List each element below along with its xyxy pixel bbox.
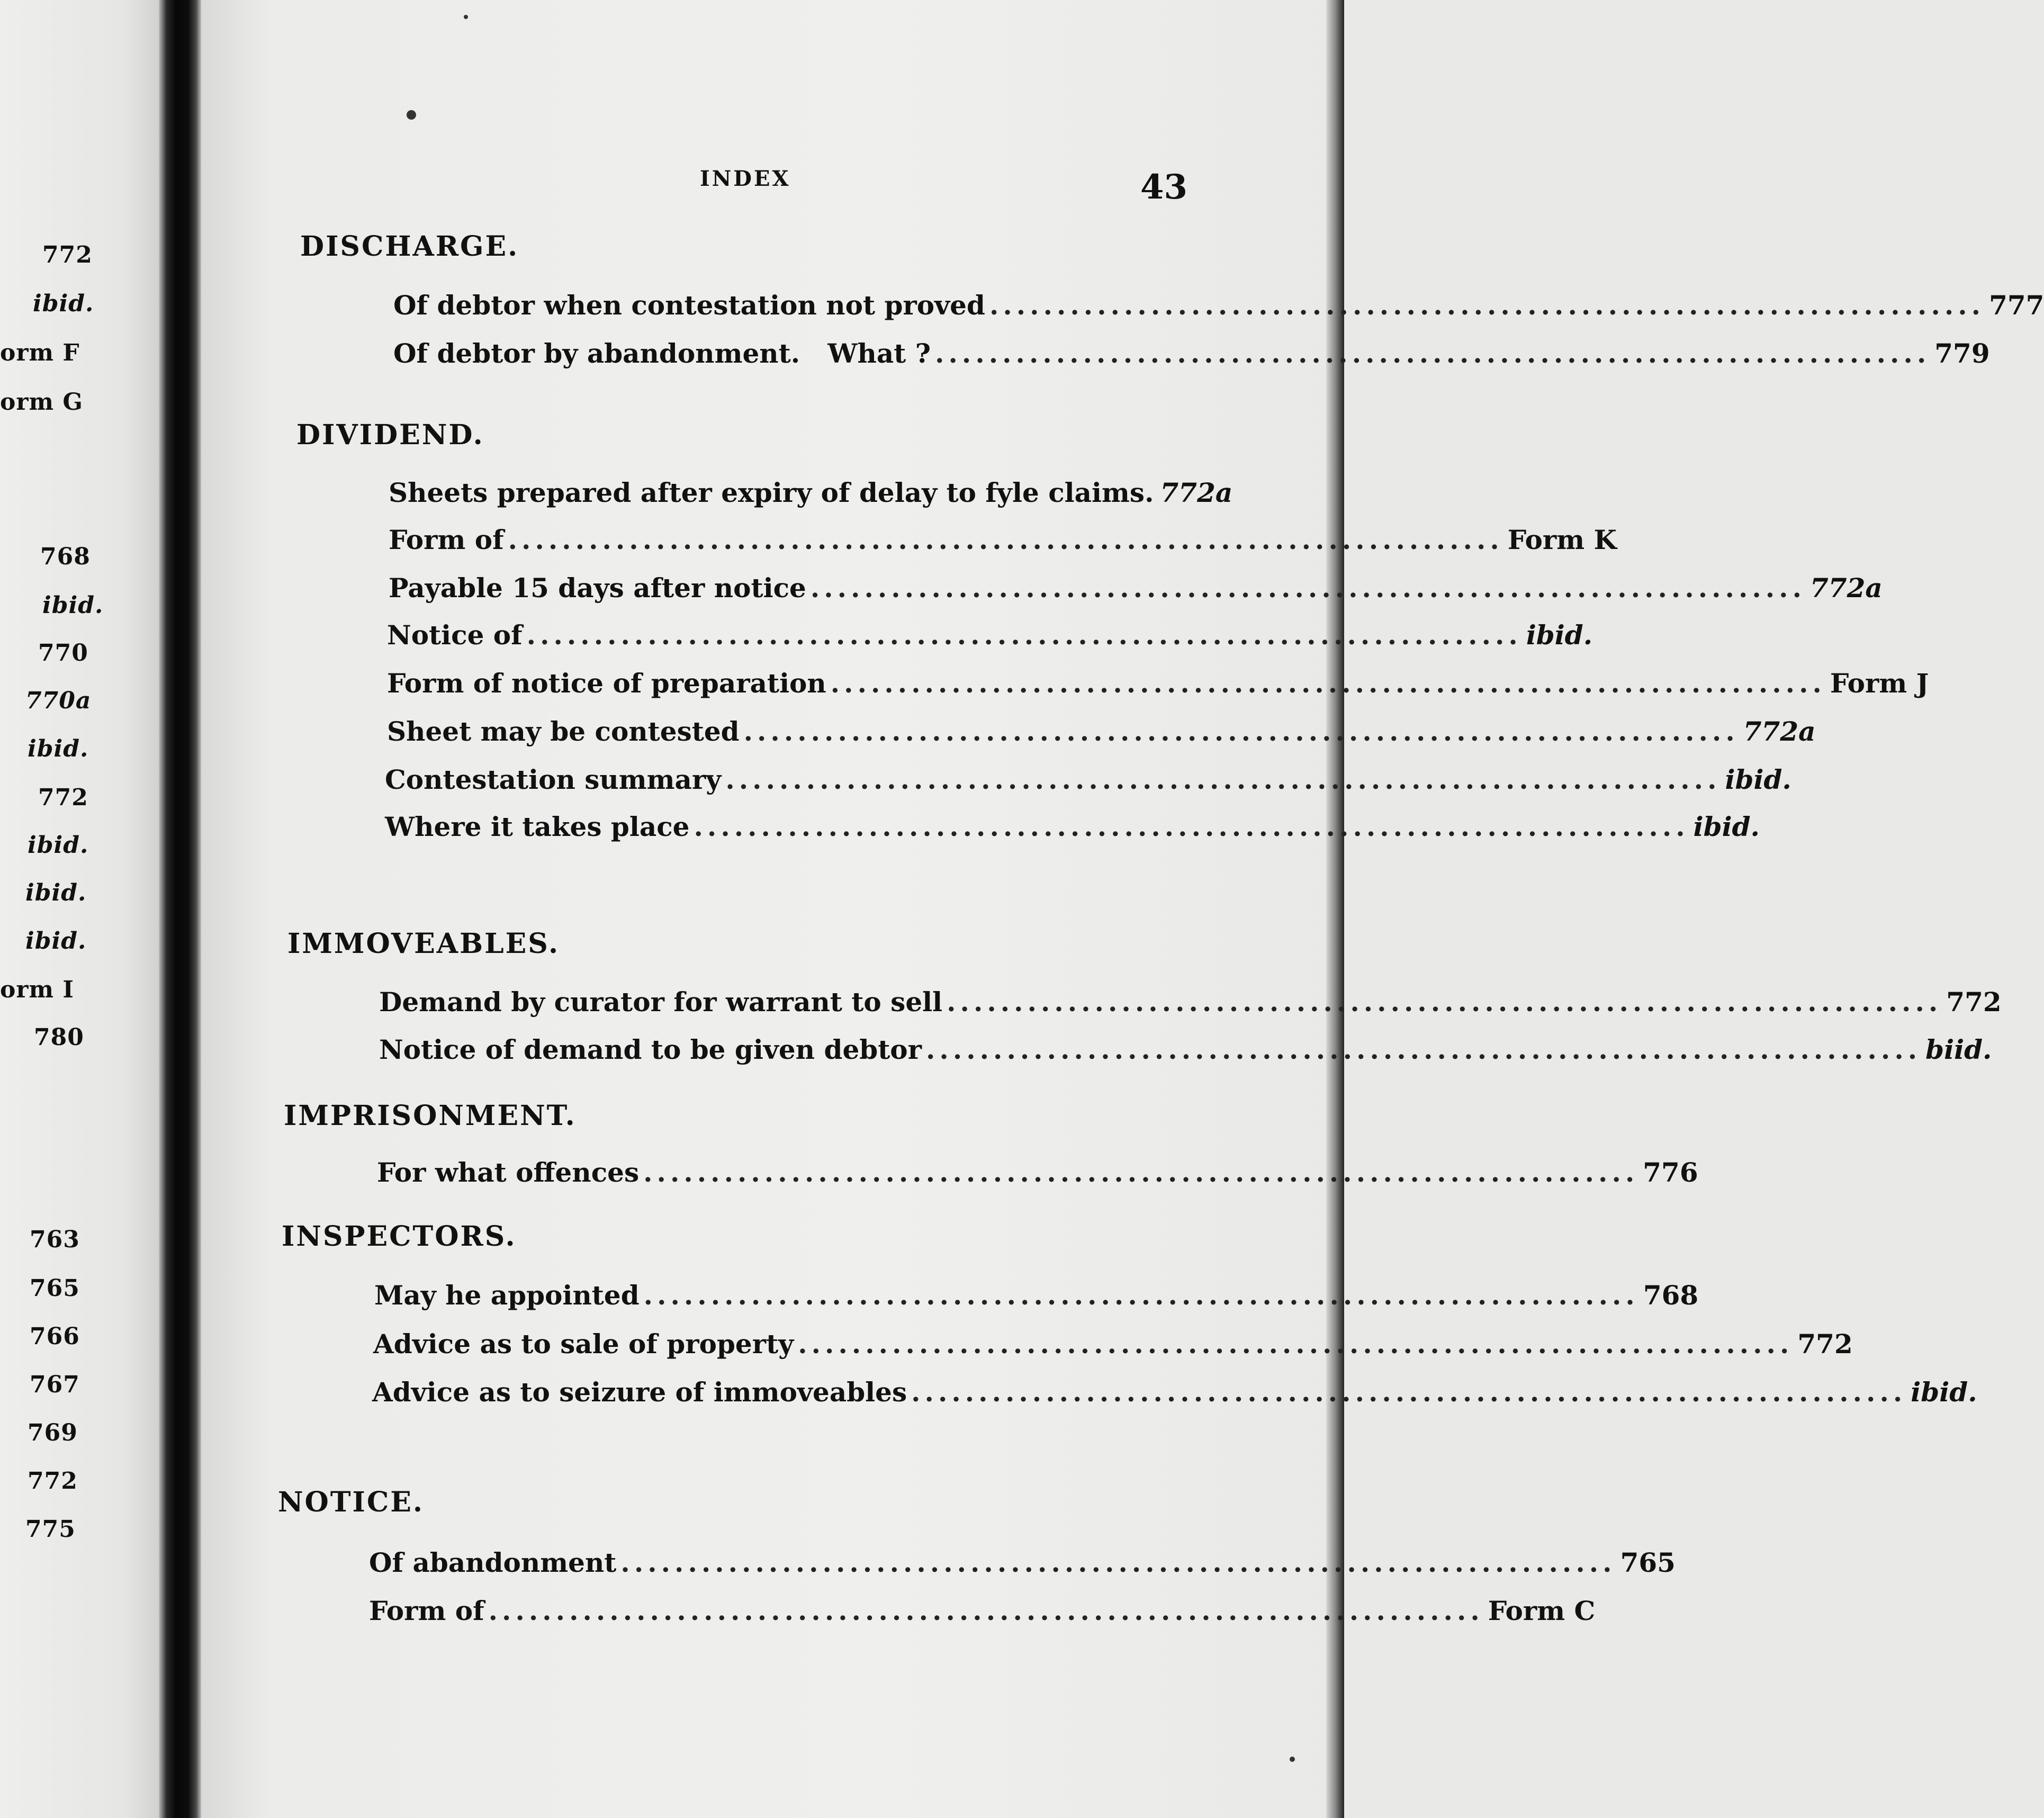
entry-ref: ibid.: [1911, 1376, 1977, 1408]
entry-ref: 779: [1934, 338, 1990, 369]
previous-page-fragment: 768: [40, 543, 91, 570]
section-heading: DIVIDEND.: [296, 419, 484, 451]
entry-ref: 765: [1620, 1547, 1676, 1578]
entry-label: Contestation summary: [385, 764, 722, 795]
leader-dots: ..........................................................................: [508, 524, 1503, 555]
entry-ref: ibid.: [1526, 619, 1593, 651]
leader-dots: ..........................................................................: [830, 668, 1826, 699]
entry-label: Form of: [389, 524, 504, 555]
previous-page-fragment: 765: [30, 1275, 80, 1302]
entry-ref: 772a: [1809, 572, 1883, 604]
entry-label: Of debtor when contestation not proved: [393, 290, 985, 321]
previous-page-fragment: ibid.: [28, 832, 89, 859]
entry-label: For what offences: [377, 1157, 640, 1188]
previous-page-fragment: ibid.: [28, 735, 89, 762]
previous-page-fragment: 775: [25, 1516, 76, 1543]
entry-ref: 768: [1643, 1280, 1699, 1311]
previous-page-fragment: 767: [30, 1371, 80, 1398]
leader-dots: ..........................................................................: [694, 811, 1689, 842]
entry-ref: 772: [1946, 986, 2002, 1018]
previous-page-fragment: orm I: [0, 976, 74, 1003]
leader-dots: ..........................................................................: [810, 572, 1806, 604]
section-heading: DISCHARGE.: [300, 230, 519, 263]
index-entry: [389, 477, 1233, 508]
previous-page-fragment: 763: [30, 1226, 80, 1253]
leader-dots: ..........................................................................: [743, 716, 1739, 747]
entry-label: Demand by curator for warrant to sell: [379, 986, 943, 1018]
entry-ref: 772a: [1743, 716, 1816, 747]
entry-label: Advice as to seizure of immoveables: [372, 1376, 907, 1408]
entry-ref: 776: [1643, 1157, 1698, 1188]
entry-label: Advice as to sale of property: [373, 1328, 794, 1360]
entry-label: Of debtor by abandonment. What ?: [393, 338, 931, 369]
previous-page-edge: [0, 0, 164, 1818]
leader-dots: ..........................................................................: [989, 290, 1985, 321]
entry-label: Notice of demand to be given debtor: [379, 1034, 922, 1065]
previous-page-fragment: 772: [42, 241, 93, 268]
section-heading: IMPRISONMENT.: [284, 1100, 577, 1132]
index-entry: [372, 1376, 1977, 1408]
index-entry: [379, 1034, 1992, 1065]
leader-dots: ..........................................................................: [935, 338, 1931, 369]
index-entry: [377, 1157, 1698, 1188]
entry-ref: 772: [1797, 1328, 1853, 1360]
leader-dots: ..........................................................................: [488, 1595, 1484, 1626]
page-number: 43: [1140, 167, 1188, 207]
previous-page-fragment: 780: [34, 1024, 84, 1051]
previous-page-fragment: 769: [28, 1419, 78, 1446]
previous-page-fragment: 766: [30, 1323, 80, 1350]
entry-ref: biid.: [1925, 1034, 1992, 1065]
entry-label: Form of: [369, 1595, 484, 1626]
section-heading: INSPECTORS.: [282, 1220, 517, 1253]
section-heading: IMMOVEABLES.: [287, 928, 560, 960]
index-entry: [387, 668, 1929, 699]
index-entry: [379, 986, 2002, 1018]
entry-label: Sheet may be contested: [387, 716, 740, 747]
entry-label: Form of notice of preparation: [387, 668, 826, 699]
previous-page-fragment: orm F: [0, 339, 80, 366]
previous-page-fragment: 770a: [25, 687, 92, 714]
index-entry: [369, 1595, 1596, 1626]
index-entry: [387, 619, 1593, 651]
index-entry: [387, 716, 1816, 747]
entry-label: Payable 15 days after notice: [389, 572, 806, 604]
index-entry: [389, 524, 1617, 555]
index-entry: [393, 338, 1990, 369]
section-heading: NOTICE.: [278, 1486, 424, 1518]
scan-speck: [1290, 1757, 1295, 1762]
entry-label: Sheets prepared after expiry of delay to fyle claims.: [389, 477, 1154, 508]
entry-ref: Form J: [1830, 668, 1929, 699]
previous-page-fragment: 772: [28, 1468, 78, 1495]
entry-ref: 772a: [1160, 477, 1233, 508]
previous-page-fragment: ibid.: [33, 290, 94, 317]
entry-ref: ibid.: [1725, 764, 1791, 795]
previous-page-fragment: orm G: [0, 389, 83, 416]
book-gutter: [159, 0, 201, 1818]
index-page: [201, 0, 1344, 1818]
index-entry: [374, 1280, 1699, 1311]
entry-ref: 777: [1989, 290, 2044, 321]
entry-ref: Form K: [1507, 524, 1617, 555]
leader-dots: ..........................................................................: [798, 1328, 1794, 1360]
leader-dots: ..........................................................................: [526, 619, 1522, 651]
previous-page-fragment: 772: [38, 784, 88, 811]
index-entry: [385, 764, 1791, 795]
previous-page-fragment: ibid.: [25, 928, 87, 955]
page-right-edge: [1326, 0, 1344, 1818]
leader-dots: ..........................................................................: [947, 986, 1942, 1018]
leader-dots: ..........................................................................: [620, 1547, 1616, 1578]
scan-speck: [464, 15, 468, 19]
leader-dots: ..........................................................................: [911, 1376, 1907, 1408]
previous-page-fragment: ibid.: [42, 592, 104, 619]
leader-dots: ..........................................................................: [926, 1034, 1922, 1065]
previous-page-fragment: 770: [38, 640, 88, 667]
leader-dots: ..........................................................................: [725, 764, 1721, 795]
entry-ref: ibid.: [1693, 811, 1760, 842]
entry-label: May he appointed: [374, 1280, 640, 1311]
entry-label: Where it takes place: [385, 811, 690, 842]
index-entry: [369, 1547, 1676, 1578]
index-entry: [373, 1328, 1853, 1360]
running-header: INDEX: [700, 166, 791, 191]
leader-dots: ..........................................................................: [643, 1280, 1639, 1311]
previous-page-fragment: ibid.: [25, 879, 87, 906]
scan-speck: [407, 110, 416, 120]
index-entry: [393, 290, 2044, 321]
entry-ref: Form C: [1488, 1595, 1596, 1626]
leader-dots: ..........................................................................: [643, 1157, 1639, 1188]
index-entry: [389, 572, 1883, 604]
entry-label: Notice of: [387, 619, 523, 651]
entry-label: Of abandonment: [369, 1547, 617, 1578]
index-entry: [385, 811, 1760, 842]
